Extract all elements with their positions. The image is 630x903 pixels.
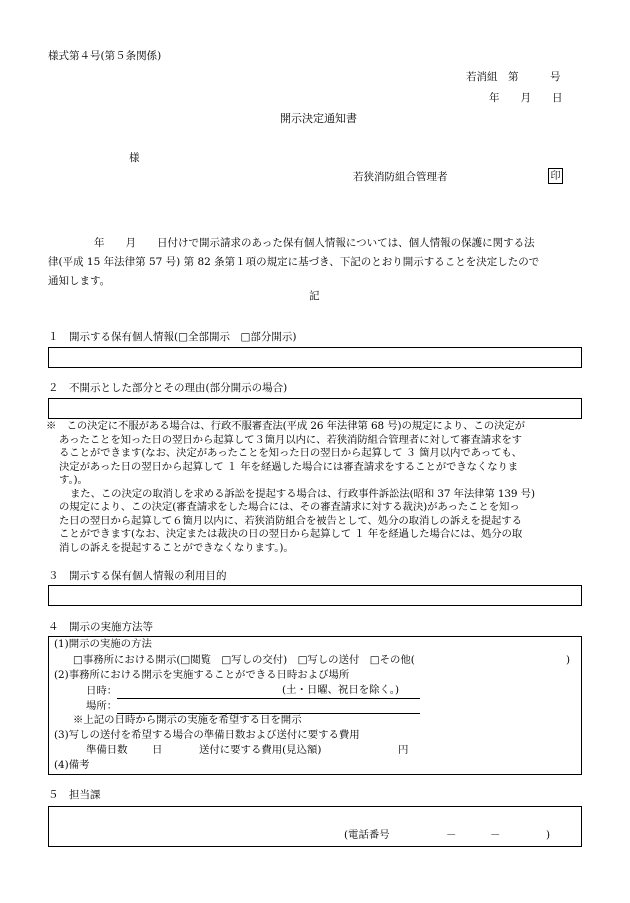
- body-line: 年 月 日付けで開示請求のあった保有個人情報については、個人情報の保護に関する法: [94, 237, 535, 249]
- note-line: 消しの訴えを提起することができなくなります。)。: [59, 541, 294, 554]
- note-line: ※ この決定に不服がある場合は、行政不服審査法(平成 26 年法律第 68 号)の規定により、この決定が: [46, 420, 525, 432]
- seal-box: [548, 168, 563, 184]
- cost-label: 送付に要する費用(見込額): [199, 744, 322, 756]
- section5-box: [48, 806, 582, 847]
- notice-body: [48, 234, 588, 291]
- remarks-label: (4)備考: [54, 759, 90, 771]
- note-line: た日の翌日から起算して６箇月以内に、若狭消防組合を被告として、処分の取消しの訴えを提起する: [59, 514, 522, 527]
- note-line: また、この決定の取消しを求める訴訟を提起する場合は、行政事件訴訟法(昭和 37 年法律第 139 号): [70, 487, 535, 500]
- ki-mark: 記: [309, 290, 320, 302]
- reference-number: 若消組 第 号: [466, 71, 561, 83]
- note-line: の規定により、この決定(審査請求をした場合には、その審査請求に対する裁決)があったことを知っ: [59, 501, 520, 513]
- note-line: す。)。: [59, 474, 88, 486]
- phone-close: ): [546, 829, 551, 841]
- note-line: ことができます(なお、決定または裁決の日の翌日から起算して １ 年を経過した場合には、処分の取: [59, 528, 523, 540]
- body-line: 通知します。: [48, 275, 111, 287]
- schedule-note: ※上記の日時から開示の実施を希望する日を開示: [73, 714, 302, 726]
- note-line: ることができます(なお、決定があったことを知った日の翌日から起算して ３ 箇月以内であっても、: [59, 447, 522, 459]
- section3-heading: ３ 開示する保有個人情報の利用目的: [48, 570, 227, 582]
- cost-unit: 円: [398, 744, 409, 756]
- place-label: 場所：: [86, 700, 118, 712]
- issuer-name: 若狭消防組合管理者: [353, 171, 448, 183]
- form-number: 様式第４号(第５条関係): [48, 50, 162, 62]
- datetime-underline: [117, 698, 420, 699]
- section1-box: [48, 347, 582, 368]
- method-heading: (1)開示の実施の方法: [54, 638, 152, 650]
- method-close: ): [566, 654, 571, 666]
- body-line: 律(平成 15 年法律第 57 号) 第 82 条第１項の規定に基づき、下記のとおり開示することを決定したので: [48, 256, 540, 268]
- seal-label: 印: [550, 171, 561, 182]
- datetime-label: 日時：: [86, 685, 118, 697]
- recipient-suffix: 様: [129, 152, 140, 164]
- prep-days-label: 準備日数: [86, 744, 128, 756]
- prep-days-unit: 日: [152, 744, 163, 756]
- phone-label: (電話番号: [344, 829, 390, 841]
- schedule-heading: (2)事務所における開示を実施することができる日時および場所: [54, 669, 350, 681]
- section1-heading: １ 開示する保有個人情報(□全部開示 □部分開示): [48, 331, 297, 343]
- phone-dash: －: [446, 829, 457, 841]
- section3-box: [48, 585, 582, 606]
- datetime-note: (土・日曜、祝日を除く。): [282, 684, 399, 696]
- copy-heading: (3)写しの送付を希望する場合の準備日数および送付に要する費用: [54, 729, 360, 741]
- phone-dash: －: [490, 829, 501, 841]
- note-line: 決定があった日の翌日から起算して １ 年を経過した場合には審査請求をすることができなくなりま: [59, 460, 519, 473]
- appeal-note: [46, 420, 589, 555]
- issue-date: 年 月 日: [489, 92, 563, 104]
- section2-heading: ２ 不開示とした部分とその理由(部分開示の場合): [48, 382, 288, 394]
- section4-heading: ４ 開示の実施方法等: [48, 621, 153, 633]
- document-title: 開示決定通知書: [280, 112, 357, 125]
- note-line: あったことを知った日の翌日から起算して３箇月以内に、若狭消防組合管理者に対して審査請求をす: [59, 433, 522, 446]
- section5-heading: ５ 担当課: [48, 789, 101, 801]
- section2-box: [48, 398, 582, 419]
- method-options: □事務所における開示(□閲覧 □写しの交付) □写しの送付 □その他(: [73, 654, 415, 666]
